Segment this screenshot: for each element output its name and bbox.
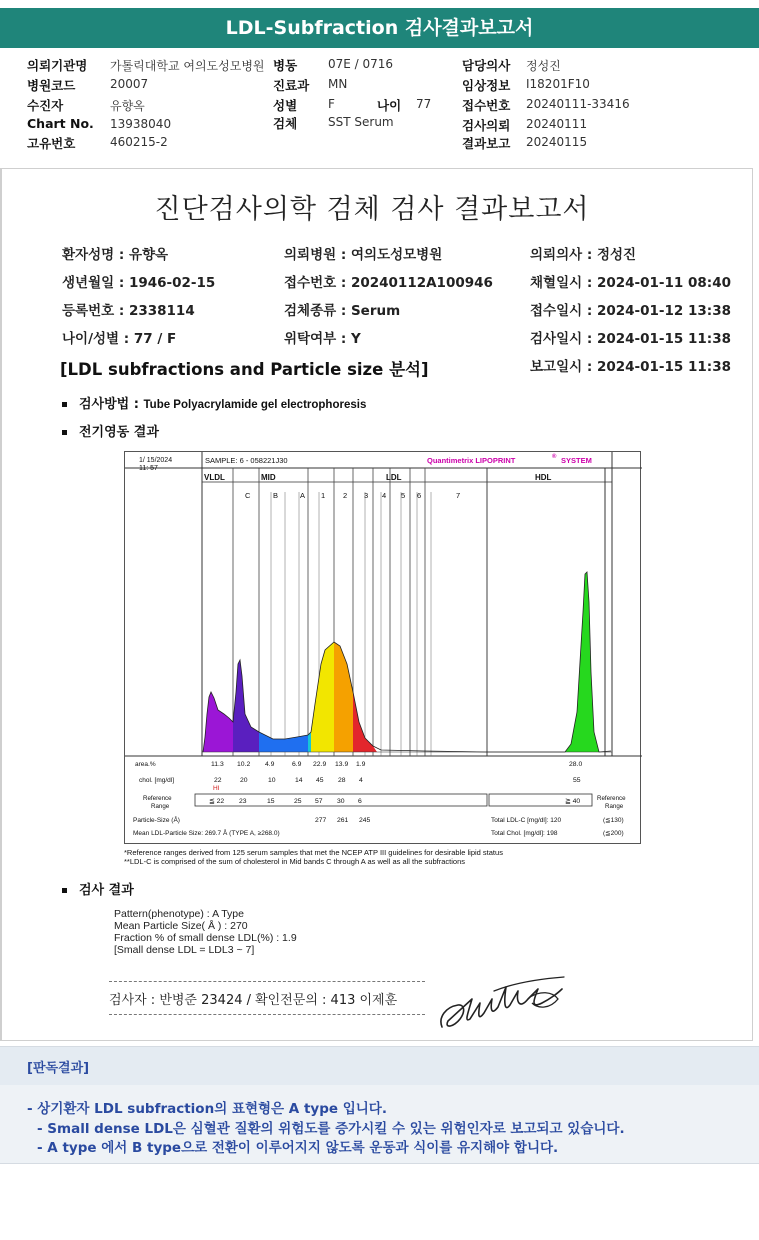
total-chol-ref: (≦200) [603, 830, 624, 837]
footnote-1: *Reference ranges derived from 125 serum samples that met the NCEP ATP III guidelines for desirable lipid status [124, 848, 503, 857]
conclusion-line-3: - A type 에서 B type으로 전환이 이루어지지 않도록 운동과 식이를 유지해야 합니다. [37, 1140, 559, 1156]
area-value: 13.9 [335, 761, 349, 768]
specimen-type: 검체종류 : Serum [284, 303, 401, 319]
total-ldl-c: Total LDL-C [mg/dl]: 120 [491, 817, 562, 824]
receipt-label: 접수번호 [462, 98, 511, 113]
request-label: 검사의뢰 [462, 118, 511, 133]
chart-svg [125, 452, 642, 845]
result-label: 검사 결과 [79, 883, 134, 898]
conclusion-line-1: - 상기환자 LDL subfraction의 표현형은 A type 입니다. [27, 1101, 387, 1117]
ref-label-1: Reference [143, 795, 172, 802]
reported-time: 보고일시 : 2024-01-15 11:38 [530, 359, 731, 375]
particle-value: 245 [359, 817, 371, 824]
conclusion-line-2: - Small dense LDL은 심혈관 질환의 위험도를 증가시킬 수 있는 위험인자로 보고되고 있습니다. [37, 1121, 625, 1137]
ref-value: 6 [358, 798, 362, 805]
report-date-value: 20240115 [526, 135, 588, 149]
chart-date: 1/ 15/2024 [139, 457, 173, 464]
birth-date: 생년월일 : 1946-02-15 [62, 275, 216, 291]
total-ldl-ref: (≦130) [603, 817, 624, 824]
dept-label: 진료과 [273, 78, 310, 93]
divider-top [109, 981, 425, 982]
band-label-6: 6 [417, 491, 422, 500]
particle-label: Particle-Size (Å) [133, 817, 180, 824]
age-sex: 나이/성별 : 77 / F [62, 331, 177, 347]
area-value: 10.2 [237, 761, 251, 768]
chart-brand: Quantimetrix LIPOPRINT [427, 456, 516, 465]
report-title: LDL-Subfraction 검사결과보고서 [225, 17, 534, 39]
info-table [0, 52, 759, 152]
peak-ldl2 [334, 642, 353, 752]
band-label-3: 3 [364, 491, 369, 500]
band-label-2: 2 [343, 491, 348, 500]
bullet-icon [62, 430, 67, 435]
section-title: [LDL subfractions and Particle size 분석] [60, 360, 429, 379]
electro-label: 전기영동 결과 [79, 425, 159, 440]
result-line-1: Pattern(phenotype) : A Type [114, 908, 244, 920]
area-hdl-value: 28.0 [569, 761, 583, 768]
specimen-value: SST Serum [328, 115, 394, 129]
chol-flag: HI [213, 785, 220, 792]
ward-label: 병동 [273, 58, 298, 73]
chart-time: 11: 57 [139, 465, 158, 472]
ref-hdl-value: ≧ 40 [565, 798, 581, 805]
report-heading: 진단검사의학 검체 검사 결과보고서 [154, 194, 590, 225]
conclusion-panel [0, 1046, 759, 1164]
band-label-C: C [245, 491, 251, 500]
group-label-ldl: LDL [386, 473, 402, 482]
patient-name: 환자성명 : 유향옥 [62, 247, 169, 263]
patient-label: 수진자 [27, 98, 64, 113]
ref-value: 25 [294, 798, 302, 805]
chart-no-label: Chart No. [27, 116, 94, 131]
unique-value: 460215-2 [110, 135, 168, 149]
ward-value: 07E / 0716 [328, 57, 394, 71]
conclusion-header-band [0, 1047, 759, 1085]
band-label-B: B [273, 491, 279, 500]
result-report [0, 168, 753, 1041]
receipt-value: 20240111-33416 [526, 97, 630, 111]
ref-value: ≦ 22 [209, 798, 225, 805]
band-label-4: 4 [382, 491, 387, 500]
receipt-number: 접수번호 : 20240112A100946 [284, 275, 493, 291]
chol-value: 10 [268, 777, 276, 784]
chol-label: chol. [mg/dl] [139, 777, 175, 784]
report-title-bar [0, 8, 759, 48]
clinical-label: 임상정보 [462, 78, 511, 93]
conclusion-heading: [판독결과] [27, 1061, 90, 1076]
ref-label-right-1: Reference [597, 795, 626, 802]
result-heading [62, 879, 134, 898]
electro-heading [62, 421, 159, 440]
chol-hdl-value: 55 [573, 777, 581, 784]
peak-mid-b [259, 732, 308, 752]
band-label-1: 1 [321, 491, 326, 500]
band-label-A: A [300, 491, 306, 500]
inspector-line: 검사자 : 반병준 23424 / 확인전문의 : 413 이제훈 [109, 993, 398, 1008]
band-label-5: 5 [401, 491, 406, 500]
ref-label-2: Range [151, 803, 170, 810]
method-line [62, 393, 366, 412]
lipoprint-chart [124, 451, 641, 844]
collected-time: 채혈일시 : 2024-01-11 08:40 [530, 275, 731, 291]
doctor-label: 담당의사 [462, 58, 511, 73]
area-value: 11.3 [211, 761, 224, 768]
area-value: 1.9 [356, 761, 366, 768]
chart-brand-reg: ® [552, 454, 557, 460]
unique-label: 고유번호 [27, 136, 76, 151]
result-summary [114, 908, 297, 956]
org-value: 가톨릭대학교 여의도성모병원 [110, 59, 265, 73]
patient-value: 유향옥 [110, 99, 145, 113]
bullet-icon [62, 888, 67, 893]
result-line-4: [Small dense LDL = LDL3 ~ 7] [114, 944, 255, 956]
particle-value: 261 [337, 817, 349, 824]
chol-value: 14 [295, 777, 303, 784]
chart-no-value: 13938040 [110, 117, 172, 131]
request-value: 20240111 [526, 117, 588, 131]
tested-time: 검사일시 : 2024-01-15 11:38 [530, 331, 731, 347]
total-chol: Total Chol. [mg/dl]: 198 [491, 830, 558, 837]
chol-value: 22 [214, 777, 222, 784]
result-line-3: Fraction % of small dense LDL(%) : 1.9 [114, 932, 297, 944]
doctor-value: 정성진 [526, 59, 561, 73]
outsourced: 위탁여부 : Y [284, 331, 361, 347]
ref-value: 23 [239, 798, 247, 805]
request-doctor: 의뢰의사 : 정성진 [530, 247, 637, 263]
sex-label: 성별 [273, 98, 298, 113]
clinical-value: I18201F10 [526, 77, 590, 91]
divider-bottom [109, 1014, 425, 1015]
group-label-mid: MID [261, 473, 276, 482]
method-label: 검사방법 : [79, 397, 139, 412]
group-label-hdl: HDL [535, 473, 552, 482]
bullet-icon [62, 402, 67, 407]
hosp-code-label: 병원코드 [27, 78, 76, 93]
report-date-label: 결과보고 [462, 136, 511, 151]
received-time: 접수일시 : 2024-01-12 13:38 [530, 303, 731, 319]
chol-value: 4 [359, 777, 363, 784]
org-label: 의뢰기관명 [27, 58, 88, 73]
chart-brand-sys: SYSTEM [561, 456, 592, 465]
area-label: area.% [135, 761, 156, 768]
dept-value: MN [328, 77, 348, 91]
peak-vldl [203, 692, 233, 752]
registration-no: 등록번호 : 2338114 [62, 303, 195, 319]
ref-label-right-2: Range [605, 803, 624, 810]
specimen-label: 검체 [273, 116, 298, 131]
band-label-7: 7 [456, 491, 461, 500]
ref-value: 15 [267, 798, 275, 805]
particle-value: 277 [315, 817, 327, 824]
area-value: 6.9 [292, 761, 302, 768]
footnote-2: **LDL-C is comprised of the sum of cholesterol in Mid bands C through A as well as all the subfractions [124, 857, 466, 866]
density-curve [203, 572, 611, 752]
request-hospital: 의뢰병원 : 여의도성모병원 [284, 247, 443, 263]
mean-size-label: Mean LDL-Particle Size: 269.7 Å (TYPE A, ≥268.0) [133, 830, 280, 837]
area-value: 22.9 [313, 761, 327, 768]
method-value: Tube Polyacrylamide gel electrophoresis [143, 399, 367, 411]
chol-value: 45 [316, 777, 324, 784]
chart-sample: SAMPLE: 6 - 058221J30 [205, 456, 288, 465]
group-label-vldl: VLDL [204, 473, 225, 482]
chol-value: 20 [240, 777, 248, 784]
ref-value: 57 [315, 798, 323, 805]
hosp-code-value: 20007 [110, 77, 149, 91]
area-value: 4.9 [265, 761, 275, 768]
signature-image [434, 969, 574, 1039]
ref-value: 30 [337, 798, 345, 805]
age-label: 나이 [377, 98, 402, 113]
result-line-2: Mean Particle Size( Å ) : 270 [114, 920, 248, 932]
sex-value: F [328, 97, 335, 111]
age-value: 77 [416, 97, 432, 111]
chol-value: 28 [338, 777, 346, 784]
